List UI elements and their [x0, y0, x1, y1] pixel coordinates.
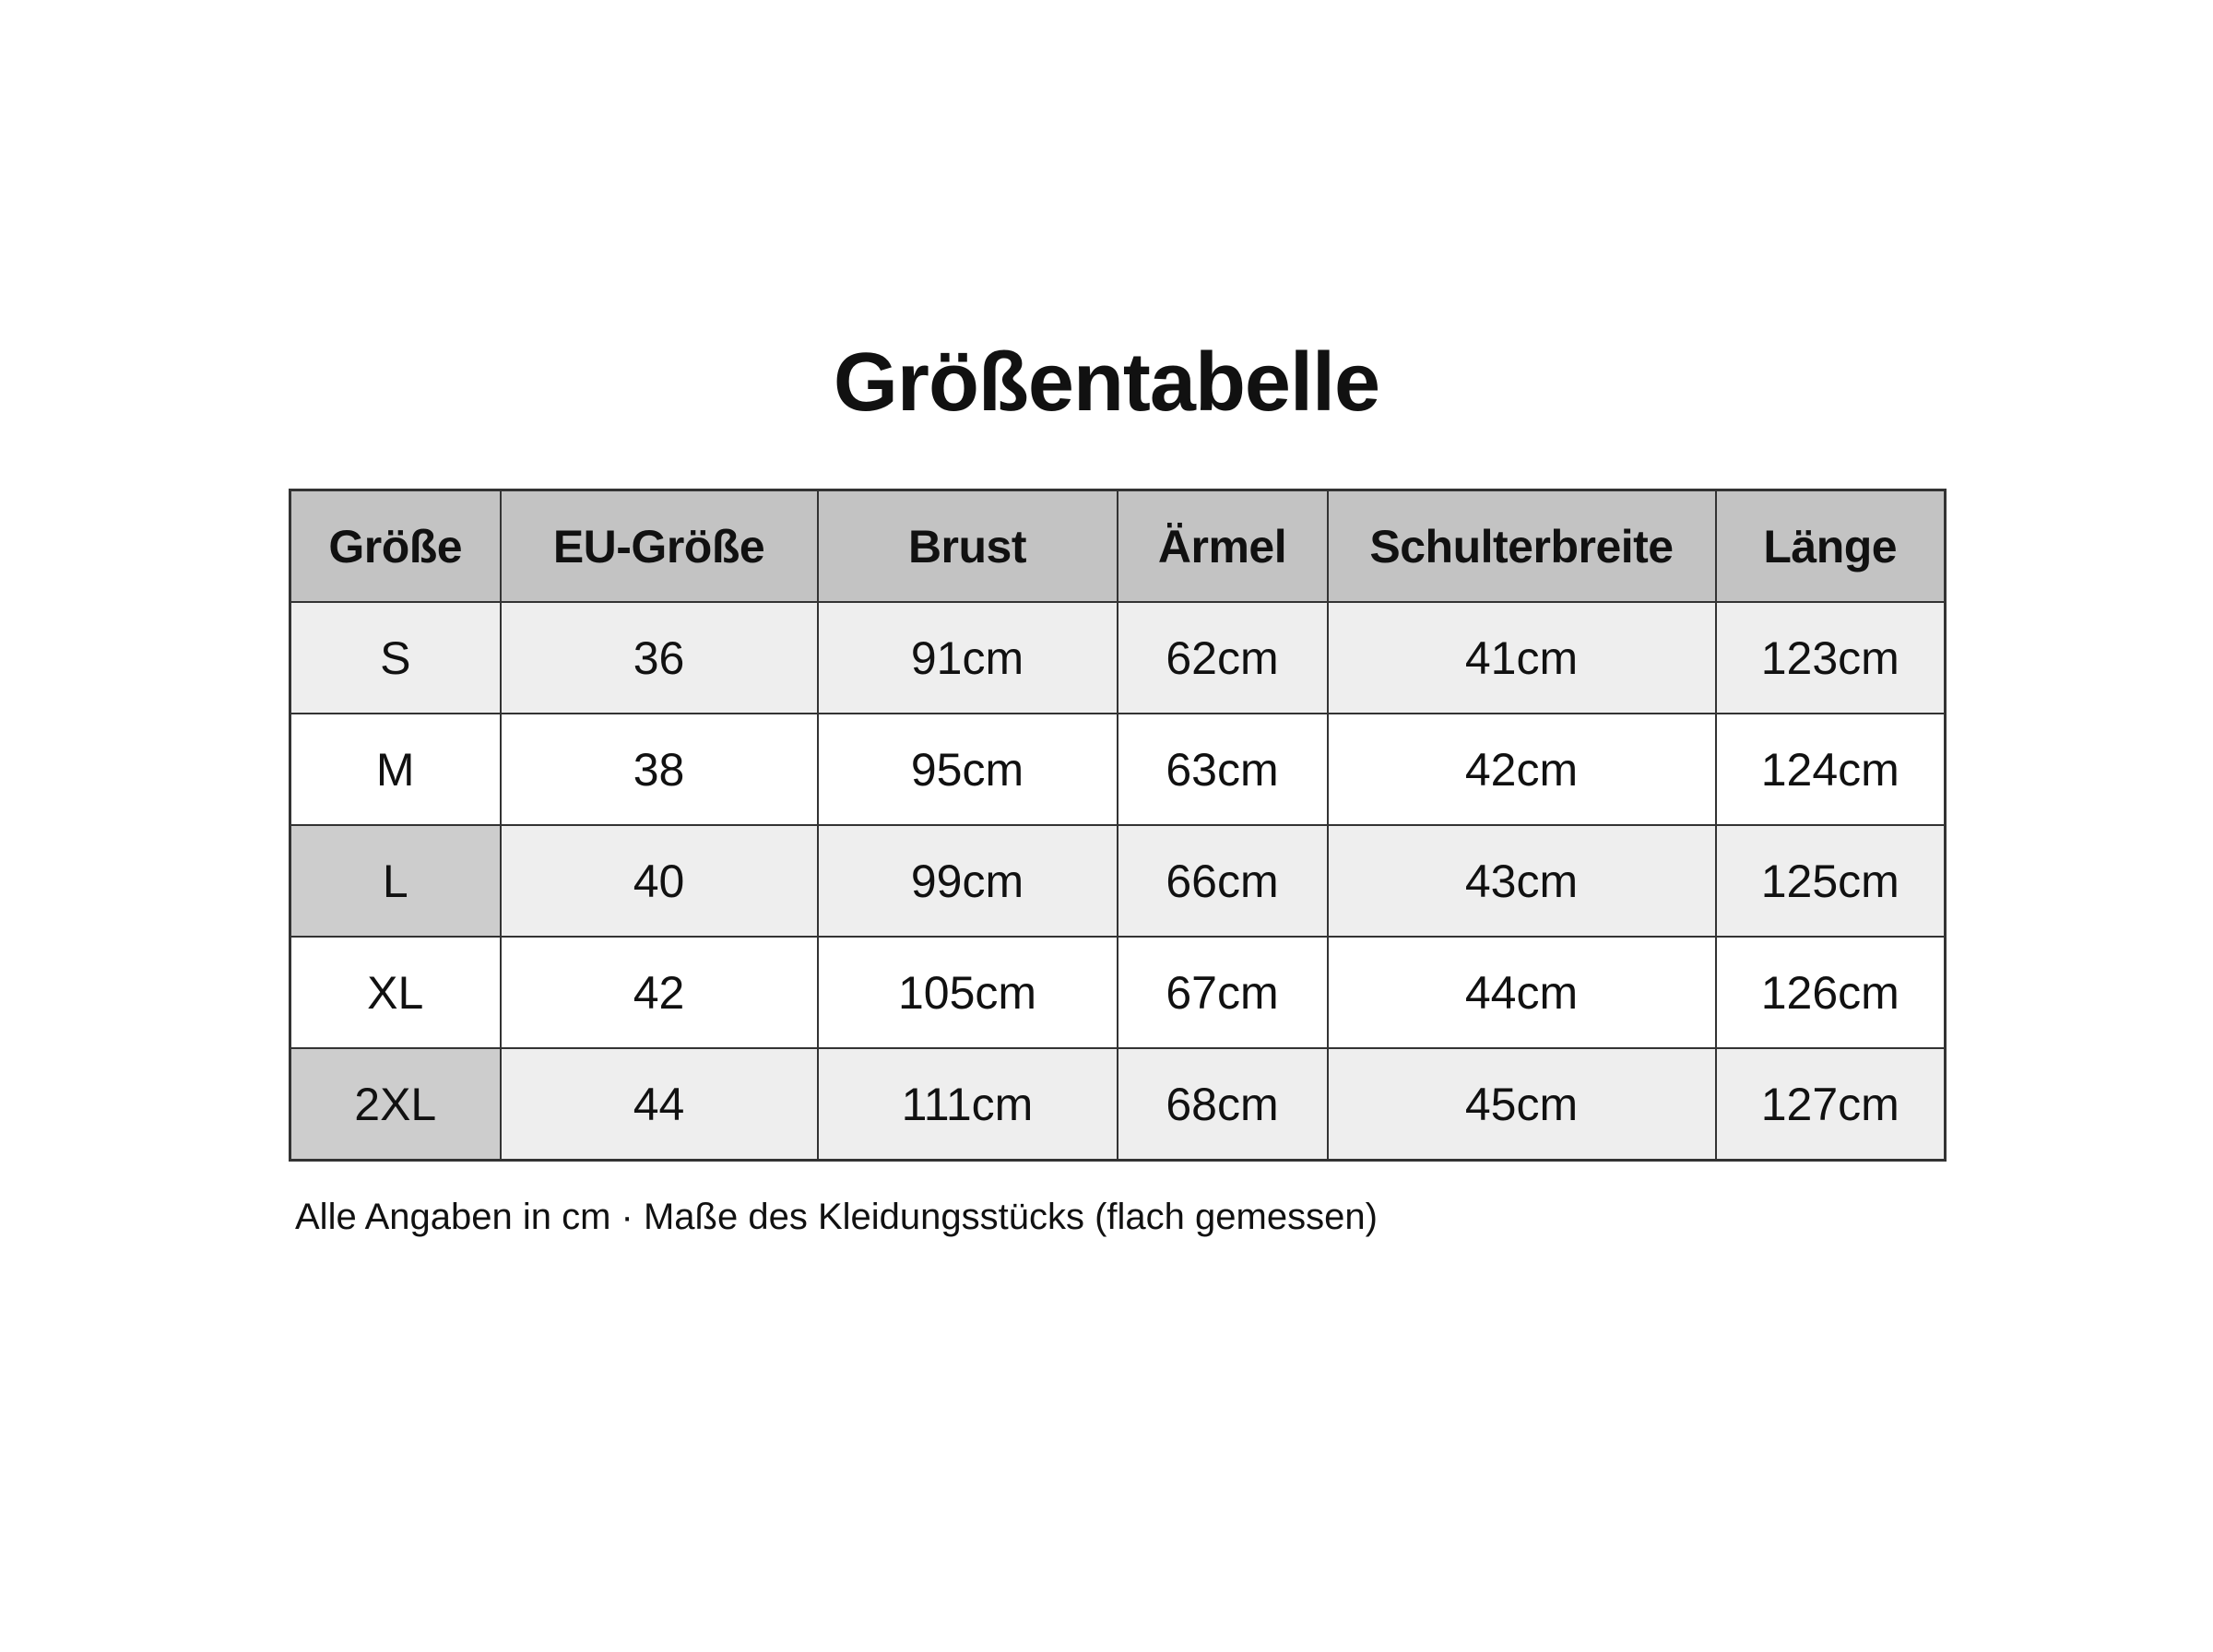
- cell-chest: 111cm: [818, 1048, 1118, 1161]
- cell-size: 2XL: [290, 1048, 501, 1161]
- cell-sleeve: 68cm: [1118, 1048, 1328, 1161]
- cell-sleeve: 62cm: [1118, 602, 1328, 714]
- header-shoulder-width: Schulterbreite: [1328, 490, 1716, 603]
- cell-shoulder-width: 41cm: [1328, 602, 1716, 714]
- cell-chest: 99cm: [818, 825, 1118, 937]
- header-chest: Brust: [818, 490, 1118, 603]
- cell-sleeve: 67cm: [1118, 937, 1328, 1048]
- header-length: Länge: [1716, 490, 1946, 603]
- header-eu-size: EU-Größe: [501, 490, 818, 603]
- table-row: [290, 1048, 1946, 1161]
- size-table: [289, 489, 1947, 1162]
- footnote: Alle Angaben in cm · Maße des Kleidungsstücks (flach gemessen): [295, 1197, 1378, 1237]
- cell-length: 126cm: [1716, 937, 1946, 1048]
- cell-size: XL: [290, 937, 501, 1048]
- cell-chest: 105cm: [818, 937, 1118, 1048]
- header-size: Größe: [290, 490, 501, 603]
- cell-eu-size: 36: [501, 602, 818, 714]
- table-row: [290, 714, 1946, 825]
- cell-size: M: [290, 714, 501, 825]
- cell-length: 125cm: [1716, 825, 1946, 937]
- page-title: Größentabelle: [833, 336, 1380, 429]
- cell-length: 127cm: [1716, 1048, 1946, 1161]
- cell-shoulder-width: 44cm: [1328, 937, 1716, 1048]
- cell-size: L: [290, 825, 501, 937]
- cell-size: S: [290, 602, 501, 714]
- cell-sleeve: 63cm: [1118, 714, 1328, 825]
- cell-eu-size: 44: [501, 1048, 818, 1161]
- cell-shoulder-width: 43cm: [1328, 825, 1716, 937]
- cell-chest: 91cm: [818, 602, 1118, 714]
- cell-chest: 95cm: [818, 714, 1118, 825]
- cell-eu-size: 40: [501, 825, 818, 937]
- cell-length: 123cm: [1716, 602, 1946, 714]
- header-sleeve: Ärmel: [1118, 490, 1328, 603]
- cell-eu-size: 42: [501, 937, 818, 1048]
- cell-length: 124cm: [1716, 714, 1946, 825]
- cell-shoulder-width: 45cm: [1328, 1048, 1716, 1161]
- cell-sleeve: 66cm: [1118, 825, 1328, 937]
- table-header-row: [290, 490, 1946, 603]
- table-row: [290, 825, 1946, 937]
- cell-eu-size: 38: [501, 714, 818, 825]
- cell-shoulder-width: 42cm: [1328, 714, 1716, 825]
- table-row: [290, 602, 1946, 714]
- table-row: [290, 937, 1946, 1048]
